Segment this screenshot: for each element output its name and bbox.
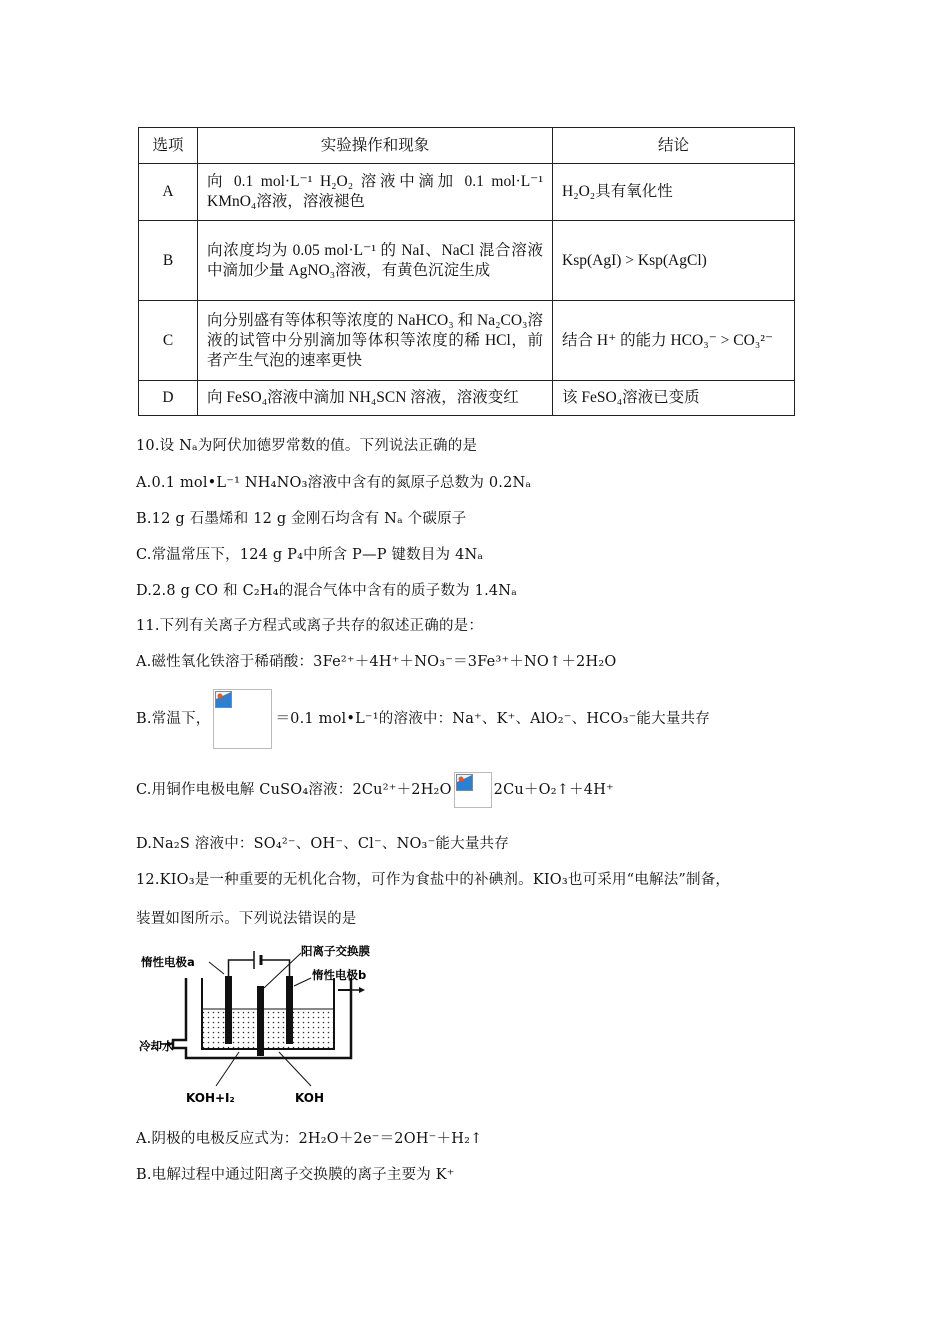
broken-image-icon — [454, 772, 492, 808]
row-b-operation: 向浓度均为 0.05 mol·L⁻¹ 的 NaI、NaCl 混合溶液中滴加少量 AgNO₃溶液，有黄色沉淀生成 — [198, 221, 553, 301]
q12-stem-line2: 装置如图所示。下列说法错误的是 — [136, 911, 357, 927]
row-d-operation: 向 FeSO₄溶液中滴加 NH₄SCN 溶液，溶液变红 — [198, 381, 553, 416]
electrolysis-diagram — [136, 940, 396, 1110]
electrode-b — [286, 976, 293, 1044]
q11-option-b — [136, 688, 710, 750]
q10-stem: 10.设 Nₐ为阿伏加德罗常数的值。下列说法正确的是 — [136, 438, 478, 454]
q10-option-d: D.2.8 g CO 和 C₂H₄的混合气体中含有的质子数为 1.4Nₐ — [136, 583, 517, 599]
q10-option-c: C.常温常压下，124 g P₄中所含 P—P 键数目为 4Nₐ — [136, 547, 484, 563]
q10-option-b: B.12 g 石墨烯和 12 g 金刚石均含有 Nₐ 个碳原子 — [136, 511, 467, 527]
row-a-operation: 向 0.1 mol·L⁻¹ H₂O₂ 溶液中滴加 0.1 mol·L⁻¹ KMnO₄溶液，溶液褪色 — [198, 164, 553, 221]
ion-exchange-membrane — [257, 986, 264, 1056]
leader-electrode-b — [294, 978, 311, 986]
q11-option-c-prefix: C.用铜作电极电解 CuSO₄溶液：2Cu²⁺＋2H₂O — [136, 782, 452, 798]
leader-electrode-a — [209, 962, 224, 974]
row-b-option: B — [139, 221, 198, 301]
label-electrode-b: 惰性电极b — [312, 968, 367, 982]
q11-stem: 11.下列有关离子方程式或离子共存的叙述正确的是： — [136, 618, 484, 634]
q12-stem-line1: 12.KIO₃是一种重要的无机化合物，可作为食盐中的补碘剂。KIO₃也可采用“电解法”制备， — [136, 872, 731, 888]
q11-option-c-suffix: 2Cu＋O₂↑＋4H⁺ — [493, 782, 614, 798]
q11-option-b-suffix: ＝0.1 mol•L⁻¹的溶液中：Na⁺、K⁺、AlO₂⁻、HCO₃⁻能大量共存 — [275, 711, 710, 727]
label-electrode-a: 惰性电极a — [141, 955, 195, 969]
label-left-solution: KOH+I₂ — [186, 1091, 235, 1105]
wire-left — [229, 960, 255, 976]
label-right-solution: KOH — [295, 1091, 325, 1105]
leader-membrane — [264, 953, 301, 988]
row-d-conclusion: 该 FeSO₄溶液已变质 — [553, 381, 795, 416]
row-c-conclusion: 结合 H⁺ 的能力 HCO₃⁻ > CO₃²⁻ — [553, 301, 795, 381]
label-membrane: 阳离子交换膜 — [301, 944, 370, 958]
row-b-conclusion: Ksp(AgI) > Ksp(AgCl) — [553, 221, 795, 301]
broken-image-icon — [213, 689, 272, 749]
arrow-head-out — [359, 987, 365, 993]
row-a-conclusion: H₂O₂具有氧化性 — [553, 164, 795, 221]
q10-option-a: A.0.1 mol•L⁻¹ NH₄NO₃溶液中含有的氮原子总数为 0.2Nₐ — [136, 475, 532, 491]
q12-option-b: B.电解过程中通过阳离子交换膜的离子主要为 K⁺ — [136, 1167, 455, 1183]
q11-option-b-prefix: B.常温下， — [136, 711, 211, 727]
experiment-table — [138, 127, 795, 416]
header-operation: 实验操作和现象 — [198, 128, 553, 164]
row-c-operation: 向分别盛有等体积等浓度的 NaHCO₃ 和 Na₂CO₃溶液的试管中分别滴加等体积等浓度的稀 HCl，前者产生气泡的速率更快 — [198, 301, 553, 381]
electrode-a — [225, 976, 232, 1044]
q11-option-d: D.Na₂S 溶液中：SO₄²⁻、OH⁻、Cl⁻、NO₃⁻能大量共存 — [136, 836, 509, 852]
q11-option-a: A.磁性氧化铁溶于稀硝酸：3Fe²⁺＋4H⁺＋NO₃⁻＝3Fe³⁺＋NO↑＋2H₂O — [136, 654, 617, 670]
electrolyte-solution — [203, 1009, 333, 1048]
header-option: 选项 — [139, 128, 198, 164]
row-a-option: A — [139, 164, 198, 221]
q12-option-a: A.阴极的电极反应式为：2H₂O＋2e⁻＝2OH⁻＋H₂↑ — [136, 1131, 483, 1147]
header-conclusion: 结论 — [553, 128, 795, 164]
row-d-option: D — [139, 381, 198, 416]
row-c-option: C — [139, 301, 198, 381]
q11-option-c — [136, 772, 614, 808]
label-cooling-water: 冷却水 — [139, 1039, 174, 1053]
